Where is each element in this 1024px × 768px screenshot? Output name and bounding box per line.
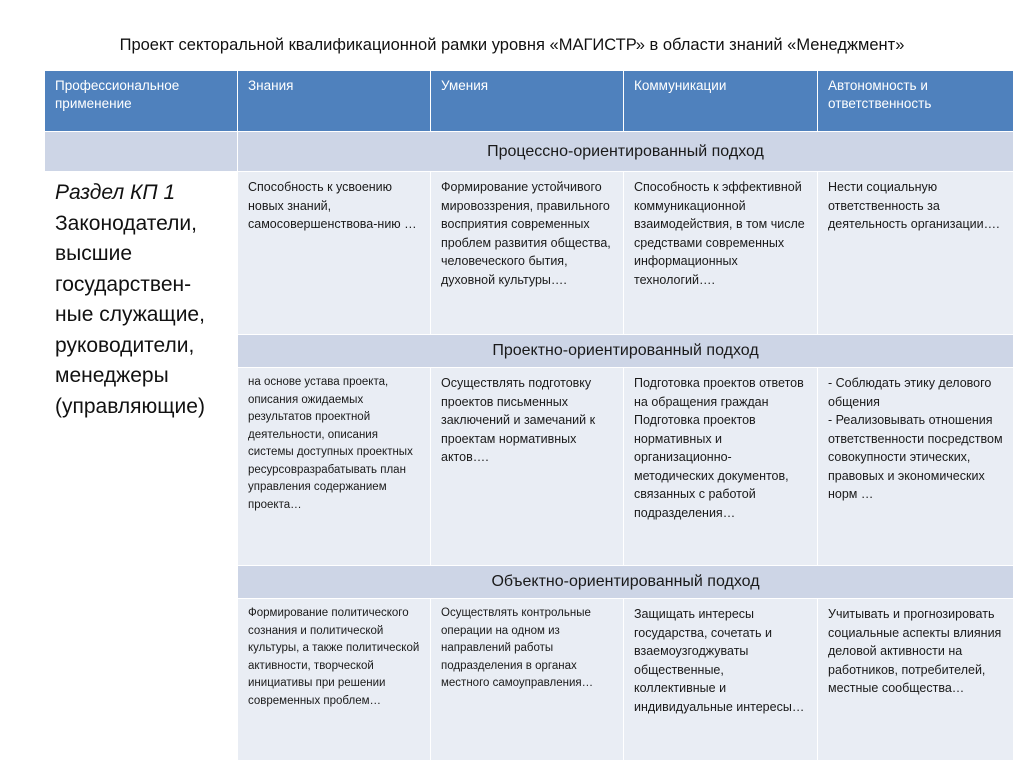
band-left-spacer (45, 132, 238, 172)
table-row (45, 172, 1014, 335)
cell-knowledge: Способность к усвоению новых знаний, самосовершенствова-нию … (238, 172, 431, 335)
column-header-professional-application: Профессиональное применение (45, 71, 238, 132)
section-label: Раздел КП 1 (55, 181, 176, 204)
cell-skills: Формирование устойчивого мировоззрения, правильного восприятия современных проблем развития общества, человеческого бытия, духовной культуры…. (431, 172, 624, 335)
cell-autonomy: - Соблюдать этику делового общения - Реализовывать отношения ответственности посредством совокупности этических, правовых и экономических норм … (818, 368, 1014, 566)
section-roles: Законодатели, высшие государствен-ные служащие, руководители, менеджеры (управляющие) (55, 211, 205, 418)
approach-title-project: Проектно-ориентированный подход (238, 335, 1014, 368)
column-header-communications: Коммуникации (624, 71, 818, 132)
cell-autonomy: Нести социальную ответственность за деятельность организации…. (818, 172, 1014, 335)
table-header-row (45, 71, 1014, 132)
cell-communications: Защищать интересы государства, сочетать и взаемоузгоджуваты общественные, коллективные и индивидуальные интересы… (624, 599, 818, 761)
column-header-skills: Умения (431, 71, 624, 132)
column-header-knowledge: Знания (238, 71, 431, 132)
cell-knowledge: на основе устава проекта, описания ожидаемых результатов проектной деятельности, описания системы доступных проектных ресурсовразрабатывать план управления содержанием проекта… (238, 368, 431, 566)
cell-communications: Подготовка проектов ответов на обращения граждан Подготовка проектов нормативных и организационно-методических документов, связанных с работой подразделения… (624, 368, 818, 566)
approach-band-row (45, 132, 1014, 172)
cell-skills: Осуществлять подготовку проектов письменных заключений и замечаний к проектам нормативных актов…. (431, 368, 624, 566)
approach-title-object: Объектно-ориентированный подход (238, 566, 1014, 599)
cell-autonomy: Учитывать и прогнозировать социальные аспекты влияния деловой активности на работников, потребителей, местные сообщества… (818, 599, 1014, 761)
approach-title-process: Процессно-ориентированный подход (238, 132, 1014, 172)
qualification-framework-table (44, 70, 1014, 761)
cell-knowledge: Формирование политического сознания и политической культуры, а также политической активности, творческой инициативы при решении современных проблем… (238, 599, 431, 761)
column-header-autonomy-responsibility: Автономность и ответственность (818, 71, 1014, 132)
slide-title: Проект секторальной квалификационной рамки уровня «МАГИСТР» в области знаний «Менеджмент» (119, 36, 905, 54)
cell-communications: Способность к эффективной коммуникационной взаимодействия, в том числе средствами современных информационных технологий…. (624, 172, 818, 335)
section-cell (45, 172, 238, 761)
cell-skills: Осуществлять контрольные операции на одном из направлений работы подразделения в органах местного самоуправления… (431, 599, 624, 761)
